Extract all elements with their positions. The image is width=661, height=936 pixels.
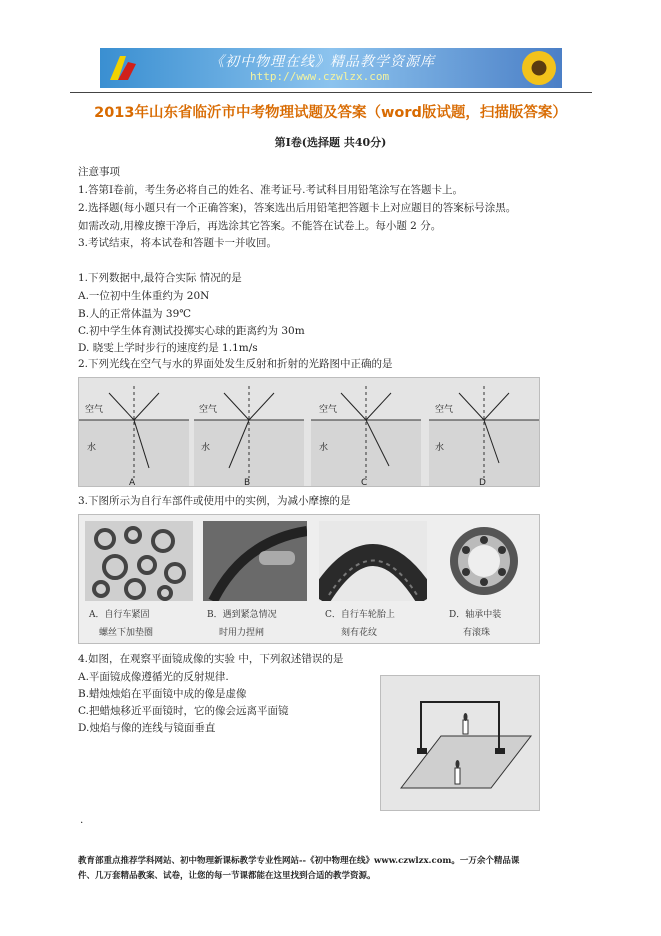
q4-option-a: A.平面镜成像遵循光的反射规律. [78,671,229,683]
q4-figure [380,675,540,811]
q3-caption-c-1: C．自行车轮胎上 [325,610,395,620]
notes-line: 2.选择题(每小题只有一个正确答案)，答案选出后用铅笔把答题卡上对应题目的答案标号涂黑。 [78,202,517,214]
notes-line: 如需改动,用橡皮擦干净后，再选涂其它答案。不能答在试卷上。每小题 2 分。 [78,220,442,232]
q2-label-b: B [244,478,251,486]
q3-stem: 3.下图所示为自行车部件或使用中的实例，为减小摩擦的是 [78,495,351,507]
q2-air-label: 空气 [199,405,218,415]
brake-photo [203,521,307,601]
q4-option-c: C.把蜡烛移近平面镜时，它的像会远离平面镜 [78,705,289,717]
q3-caption-b-1: B．遇到紧急情况 [207,610,277,620]
q2-water-label: 水 [201,443,211,453]
q3-caption-a-2: 螺丝下加垫圈 [99,628,154,638]
section-title: 第Ⅰ卷(选择题 共40分) [274,136,387,149]
washers-photo [85,521,193,601]
q4-option-b: B.蜡烛烛焰在平面镜中成的像是虚像 [78,688,247,700]
q2-water-label: 水 [87,443,97,453]
document-title: 2013年山东省临沂市中考物理试题及答案（word版试题，扫描版答案） [94,105,567,121]
notes-heading: 注意事项 [78,166,120,178]
footer-line-1: 教育部重点推荐学科网站、初中物理新课标教学专业性网站--《初中物理在线》www.czwlzx.com。一万余个精品课 [78,856,520,866]
site-logo-icon [106,52,140,84]
header-banner [100,48,562,88]
tire-photo [319,521,427,601]
light-path-diagrams [79,378,539,486]
stray-dot: . [80,814,84,826]
bearing-photo [435,521,533,601]
q3-caption-d-1: D．轴承中装 [449,610,502,620]
q2-water-label: 水 [319,443,329,453]
q3-caption-b-2: 时用力捏闸 [219,628,265,638]
q2-label-a: A [129,478,136,486]
q3-caption-d-2: 有滚珠 [463,628,491,638]
notes-line: 3.考试结束，将本试卷和答题卡一并收回。 [78,237,278,249]
q1-option-d: D. 晓雯上学时步行的速度约是 1.1m/s [78,342,258,354]
q2-label-d: D [479,478,486,486]
sunflower-icon [522,51,556,85]
banner-url[interactable]: http://www.czwlzx.com [250,70,390,83]
q1-option-a: A.一位初中生体重约为 20N [78,290,210,302]
page-footer [78,854,588,884]
q2-figure [78,377,540,487]
q3-caption-a-1: A．自行车紧固 [89,610,150,620]
footer-line-2: 件、几万套精品教案、试卷，让您的每一节课都能在这里找到合适的教学资源。 [78,871,376,881]
q3-figure [78,514,540,644]
q1-option-b: B.人的正常体温为 39℃ [78,308,191,320]
q3-caption-c-2: 刻有花纹 [341,628,378,638]
header-divider [70,92,592,93]
q1-stem: 1.下列数据中,最符合实际 情况的是 [78,272,242,284]
q2-water-label: 水 [435,443,445,453]
notes-line: 1.答第Ⅰ卷前，考生务必将自己的姓名、准考证号.考试科目用铅笔涂写在答题卡上。 [78,184,464,196]
plane-mirror-setup [381,676,539,810]
q2-air-label: 空气 [85,405,104,415]
q2-air-label: 空气 [435,405,454,415]
q1-option-c: C.初中学生体育测试投掷实心球的距离约为 30m [78,325,305,337]
q2-label-c: C [361,478,368,486]
q2-air-label: 空气 [319,405,338,415]
q2-stem: 2.下列光线在空气与水的界面处发生反射和折射的光路图中正确的是 [78,358,393,370]
q4-stem: 4.如图，在观察平面镜成像的实验 中，下列叙述错误的是 [78,653,344,665]
banner-title: 《初中物理在线》精品教学资源库 [210,54,435,70]
q4-option-d: D.烛焰与像的连线与镜面垂直 [78,722,216,734]
